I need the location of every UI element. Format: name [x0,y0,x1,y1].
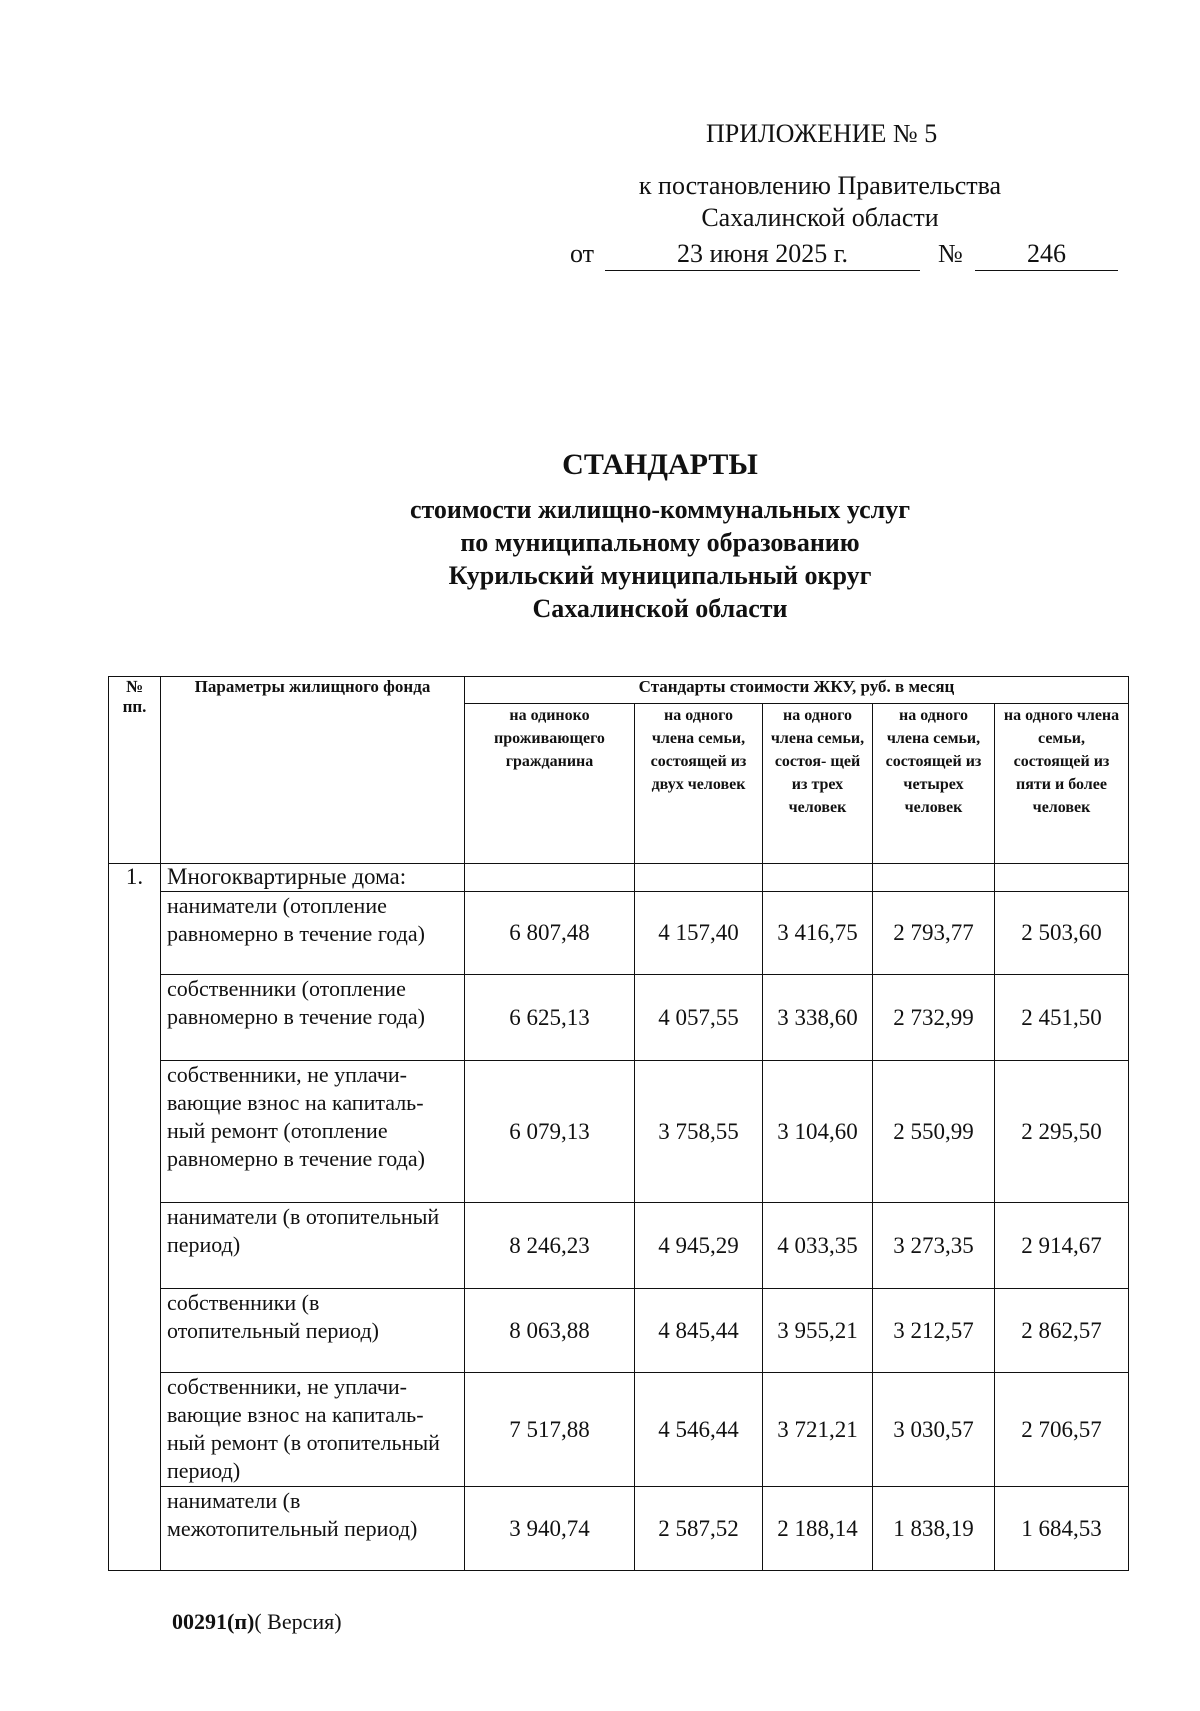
column-header-four: на одного члена семьи, состоящей из четырех человек [873,704,995,864]
value-cell: 8 063,88 [465,1289,635,1373]
value-cell: 2 862,57 [995,1289,1129,1373]
value-cell: 4 945,29 [635,1203,763,1289]
value-cell: 4 845,44 [635,1289,763,1373]
table-row [109,1061,1129,1203]
subtitle-line-4: Сахалинской области [532,594,788,623]
value-cell: 4 546,44 [635,1373,763,1487]
value-cell: 7 517,88 [465,1373,635,1487]
value-cell: 3 338,60 [763,975,873,1061]
value-cell: 3 273,35 [873,1203,995,1289]
value-cell: 4 157,40 [635,892,763,975]
column-header-single: на одиноко проживающего гражданина [465,704,635,864]
row-label: собственники, не уплачи- вающие взнос на капиталь- ный ремонт (в отопительный период) [161,1373,465,1487]
value-cell: 2 451,50 [995,975,1129,1061]
column-header-two: на одного члена семьи, состоящей из двух человек [635,704,763,864]
subtitle-line-1: стоимости жилищно-коммунальных услуг [409,495,911,524]
decree-line-1: к постановлению Правительства [638,171,1002,200]
group-label: Многоквартирные дома: [161,864,465,892]
value-cell: 3 721,21 [763,1373,873,1487]
decree-line-2: Сахалинской области [701,203,939,232]
table-row [109,1373,1129,1487]
decree-reference [560,170,1080,234]
row-label: наниматели (отопление равномерно в течение года) [161,892,465,975]
document-version: ( Версия) [254,1609,342,1634]
value-cell: 2 550,99 [873,1061,995,1203]
value-cell: 8 246,23 [465,1203,635,1289]
document-code [172,1608,342,1636]
document-subtitle [350,493,970,625]
column-group-header: Стандарты стоимости ЖКУ, руб. в месяц [465,677,1129,704]
empty-cell [635,864,763,892]
value-cell: 6 807,48 [465,892,635,975]
empty-cell [763,864,873,892]
row-label: собственники (отопление равномерно в течение года) [161,975,465,1061]
row-label: наниматели (в отопительный период) [161,1203,465,1289]
column-header-number: № пп. [109,677,161,864]
value-cell: 3 416,75 [763,892,873,975]
value-cell: 3 104,60 [763,1061,873,1203]
empty-cell [995,864,1129,892]
table-header-row-1 [109,677,1129,704]
table-row [109,1487,1129,1571]
value-cell: 3 940,74 [465,1487,635,1571]
value-cell: 2 732,99 [873,975,995,1061]
table-row [109,892,1129,975]
row-label: собственники (в отопительный период) [161,1289,465,1373]
row-label: собственники, не уплачи- вающие взнос на капиталь- ный ремонт (отопление равномерно в течение года) [161,1061,465,1203]
row-label: наниматели (в межотопительный период) [161,1487,465,1571]
value-cell: 2 914,67 [995,1203,1129,1289]
table-row [109,1289,1129,1373]
empty-cell [465,864,635,892]
value-cell: 6 625,13 [465,975,635,1061]
value-cell: 2 295,50 [995,1061,1129,1203]
decree-date: 23 июня 2025 г. [605,238,920,271]
decree-number: 246 [975,238,1118,271]
value-cell: 2 793,77 [873,892,995,975]
column-header-three: на одного члена семьи, состоя- щей из трех человек [763,704,873,864]
row-number: 1. [109,864,161,1571]
document-title: СТАНДАРТЫ [562,448,758,481]
value-cell: 1 838,19 [873,1487,995,1571]
value-cell: 2 587,52 [635,1487,763,1571]
value-cell: 4 057,55 [635,975,763,1061]
subtitle-line-2: по муниципальному образованию [460,528,860,557]
date-prefix: от [570,239,595,268]
table-row [109,1203,1129,1289]
value-cell: 1 684,53 [995,1487,1129,1571]
column-header-params: Параметры жилищного фонда [161,677,465,864]
value-cell: 3 955,21 [763,1289,873,1373]
value-cell: 4 033,35 [763,1203,873,1289]
value-cell: 2 188,14 [763,1487,873,1571]
value-cell: 3 030,57 [873,1373,995,1487]
value-cell: 6 079,13 [465,1061,635,1203]
standards-table [108,676,1129,1571]
subtitle-line-3: Курильский муниципальный округ [448,561,872,590]
value-cell: 2 503,60 [995,892,1129,975]
table-row-group [109,864,1129,892]
value-cell: 3 212,57 [873,1289,995,1373]
value-cell: 3 758,55 [635,1061,763,1203]
value-cell: 2 706,57 [995,1373,1129,1487]
empty-cell [873,864,995,892]
table-row [109,975,1129,1061]
appendix-number: ПРИЛОЖЕНИЕ № 5 [706,119,938,148]
number-sign: № [938,239,963,268]
document-code-number: 00291(п) [172,1609,255,1634]
column-header-five: на одного члена семьи, состоящей из пяти и более человек [995,704,1129,864]
